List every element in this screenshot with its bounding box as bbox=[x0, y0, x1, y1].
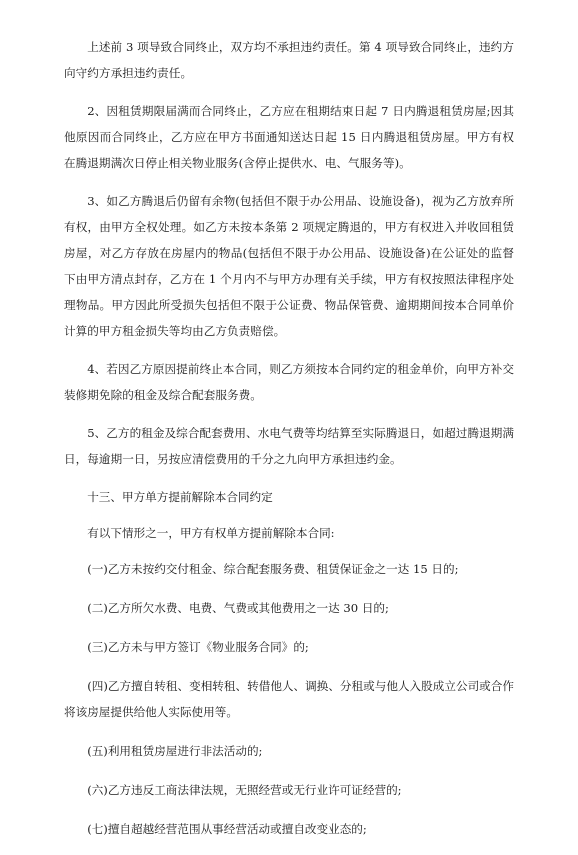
document-page bbox=[64, 34, 514, 855]
list-item: (四)乙方擅自转租、变相转租、转借他人、调换、分租或与他人入股成立公司或合作将该房屋提供给他人实际使用等。 bbox=[64, 679, 514, 719]
list-item: (六)乙方违反工商法律法规，无照经营或无行业许可证经营的; bbox=[87, 783, 402, 797]
list-item: (二)乙方所欠水费、电费、气费或其他费用之一达 30 日的; bbox=[87, 601, 389, 615]
paragraph-clause-5: 5、乙方的租金及综合配套费用、水电气费等均结算至实际腾退日，如超过腾退期满日，每逾期一日，另按应清偿费用的千分之九向甲方承担违约金。 bbox=[64, 426, 514, 466]
paragraph-clause-3: 3、如乙方腾退后仍留有余物(包括但不限于办公用品、设施设备)，视为乙方放弃所有权，由甲方全权处理。如乙方未按本条第 2 项规定腾退的，甲方有权进入并收回租赁房屋，对乙方存放在房屋内的物品(包括但不限于办公用品、设施设备)在公证处的监督下由甲方清点封存，乙方在 1 个月内不与甲方办理有关手续，甲方有权按照法律程序处理物品。甲方因此所受损失包括但不限于公证费、物品保管费、逾期期间按本合同单价计算的甲方租金损失等均由乙方负责赔偿。 bbox=[64, 194, 514, 338]
section-title: 十三、甲方单方提前解除本合同约定 bbox=[87, 490, 273, 504]
list-item: (一)乙方未按约交付租金、综合配套服务费、租赁保证金之一达 15 日的; bbox=[87, 562, 459, 576]
paragraph-clause-2: 2、因租赁期限届满而合同终止，乙方应在租期结束日起 7 日内腾退租赁房屋;因其他原因而合同终止，乙方应在甲方书面通知送达日起 15 日内腾退租赁房屋。甲方有权在腾退期满次日停止相关物业服务(含停止提供水、电、气服务等)。 bbox=[64, 104, 514, 170]
section-intro: 有以下情形之一，甲方有权单方提前解除本合同: bbox=[87, 526, 335, 540]
list-item: (七)擅自超越经营范围从事经营活动或擅自改变业态的; bbox=[87, 822, 367, 836]
paragraph-clause-4: 4、若因乙方原因提前终止本合同，则乙方须按本合同约定的租金单价，向甲方补交装修期免除的租金及综合配套服务费。 bbox=[64, 362, 514, 402]
list-item: (五)利用租赁房屋进行非法活动的; bbox=[87, 744, 263, 758]
paragraph-termination-liability: 上述前 3 项导致合同终止，双方均不承担违约责任。第 4 项导致合同终止，违约方向守约方承担违约责任。 bbox=[64, 40, 514, 80]
list-item: (三)乙方未与甲方签订《物业服务合同》的; bbox=[87, 640, 309, 654]
